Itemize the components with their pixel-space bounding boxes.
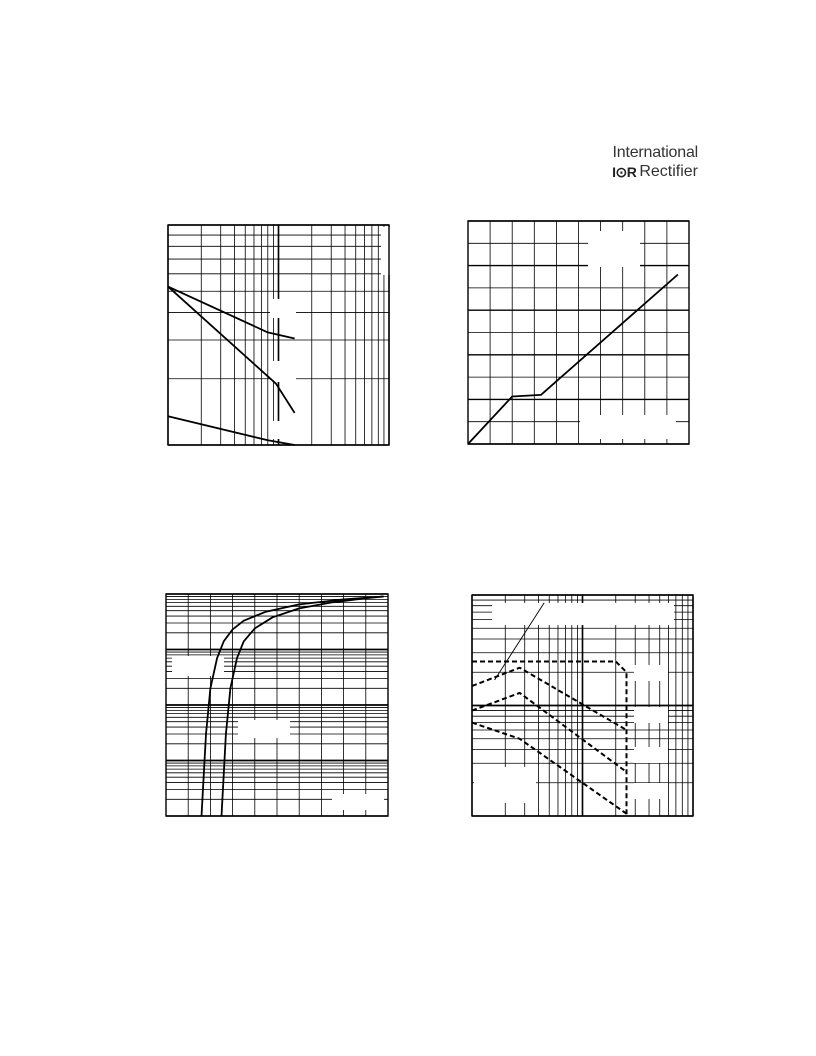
chart-3-label-box-4: [634, 747, 668, 763]
chart-bottom-left: [166, 594, 388, 816]
chart-top-right: [468, 221, 689, 444]
ior-logo-icon: I⊙R: [612, 163, 637, 180]
chart-3-label-box-2: [634, 665, 668, 681]
chart-3-label-box-5: [634, 783, 668, 799]
chart-bottom-right: [472, 595, 693, 816]
chart-1-label-box-0: [588, 231, 640, 267]
chart-3-label-box-1: [474, 767, 536, 803]
brand-logo: [600, 142, 700, 186]
brand-line-international: International: [612, 144, 698, 161]
chart-2-label-box-2: [332, 794, 384, 810]
chart-2-series-1: [222, 597, 384, 817]
chart-top-left: [168, 225, 389, 445]
chart-1-label-box-1: [580, 415, 676, 439]
brand-line-rectifier: [612, 163, 698, 183]
chart-0-label-box-3: [270, 421, 296, 439]
chart-3-label-box-3: [634, 707, 668, 723]
chart-0-label-box-2: [270, 361, 296, 382]
chart-0-label-box-1: [270, 299, 296, 318]
chart-3-label-box-0: [492, 603, 674, 625]
brand-word-rectifier: Rectifier: [639, 163, 698, 180]
chart-2-label-box-1: [238, 720, 290, 738]
